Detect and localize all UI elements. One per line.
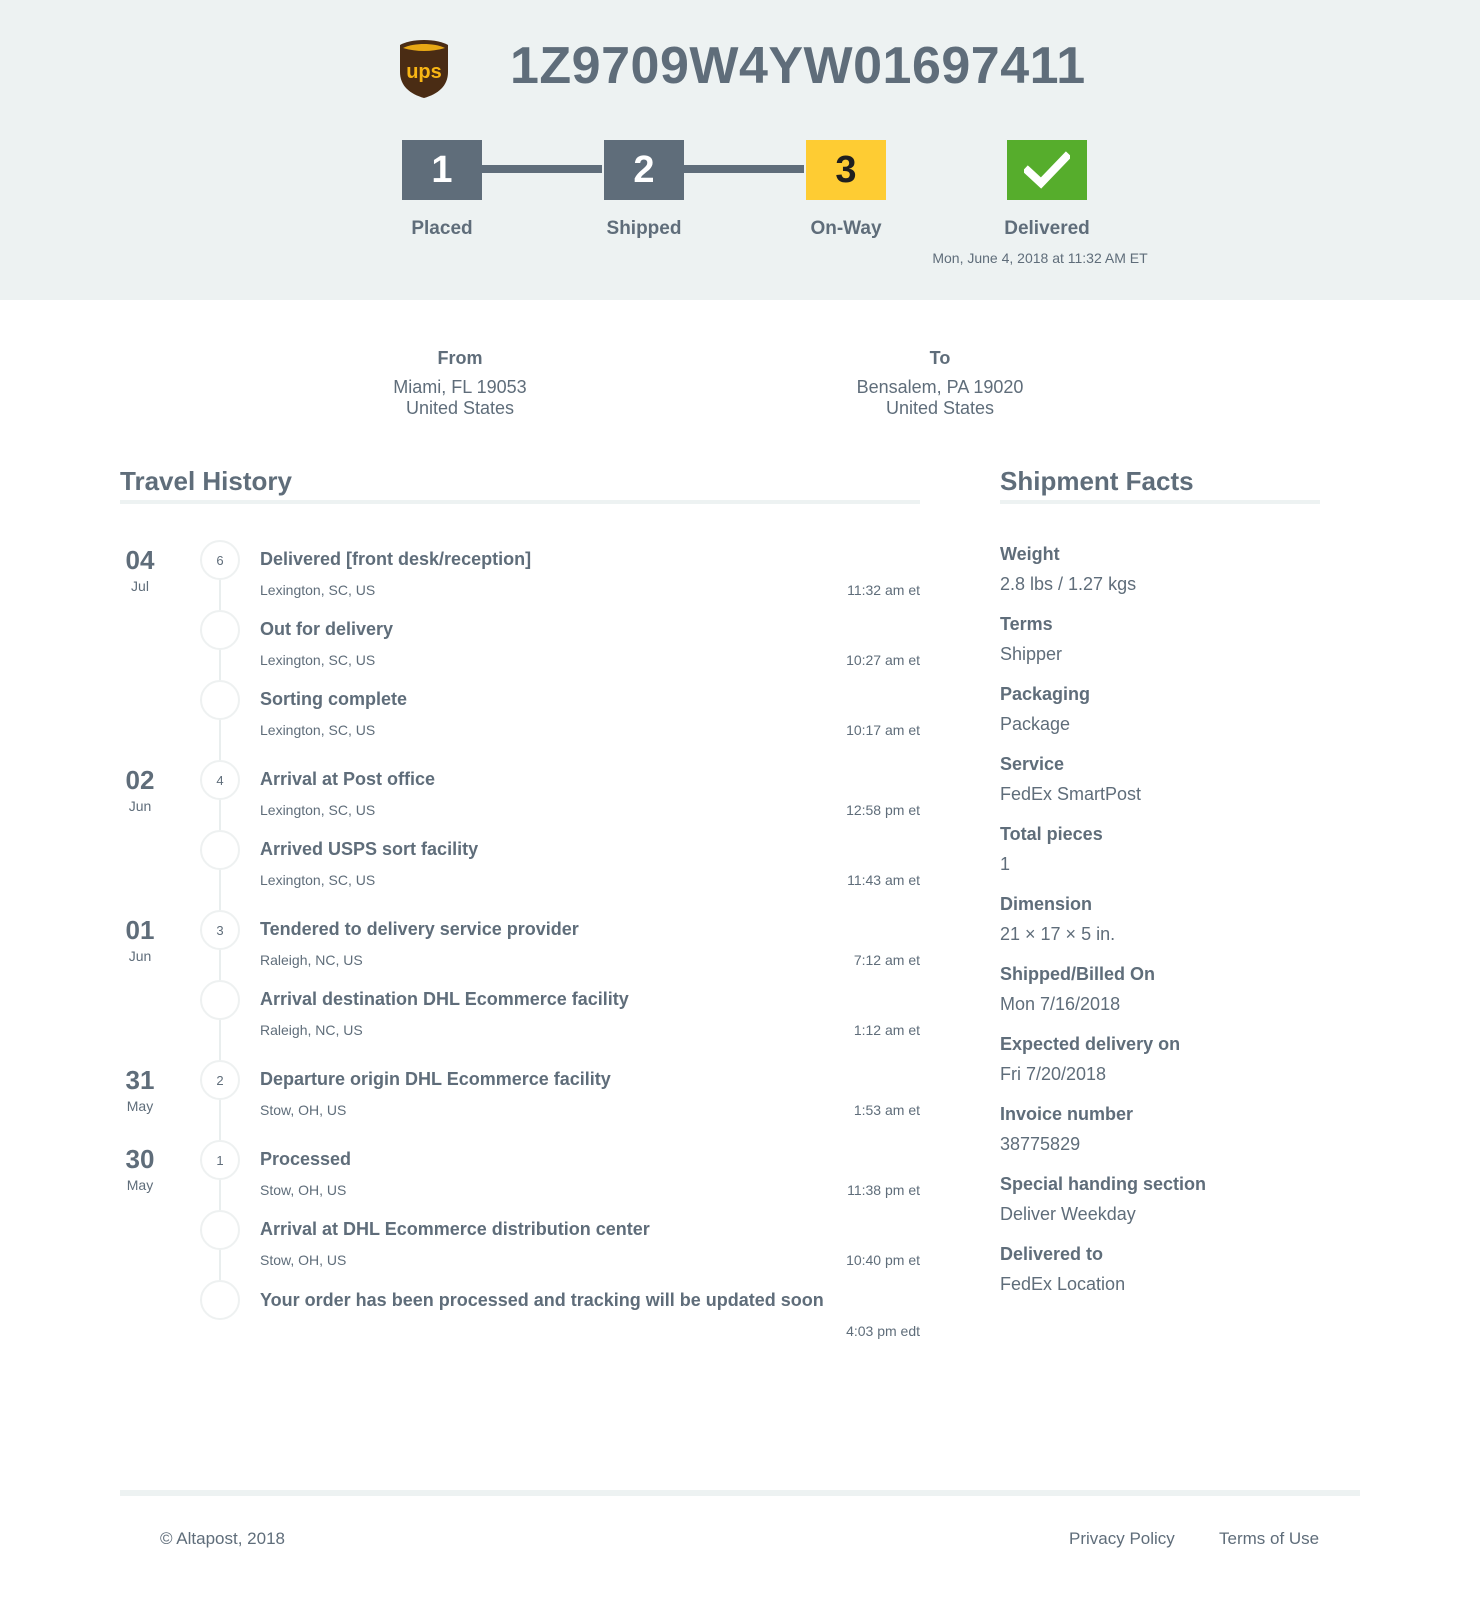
privacy-policy-link[interactable]: Privacy Policy bbox=[1069, 1529, 1175, 1548]
destination-address bbox=[790, 348, 1090, 419]
fact-label-delivered-to: Delivered to bbox=[1000, 1244, 1104, 1264]
tracking-header bbox=[0, 0, 1480, 300]
event-time: 11:43 am et bbox=[847, 872, 920, 888]
step-shipped-badge: 2 bbox=[604, 140, 684, 200]
event-time: 4:03 pm edt bbox=[846, 1323, 920, 1339]
event-title: Tendered to delivery service provider bbox=[260, 919, 579, 939]
step-shipped-label: Shipped bbox=[606, 218, 682, 239]
destination-city: Bensalem, PA 19020 bbox=[856, 377, 1024, 397]
event-location: Raleigh, NC, US bbox=[260, 952, 363, 968]
timeline-day-count: 4 bbox=[200, 760, 240, 800]
timeline-day-count: 3 bbox=[200, 910, 240, 950]
destination-label: To bbox=[929, 348, 951, 368]
date-month: Jul bbox=[131, 578, 149, 594]
fact-label-dimension: Dimension bbox=[1000, 894, 1093, 914]
date-month: Jun bbox=[128, 798, 152, 814]
fact-label-packaging: Packaging bbox=[1000, 684, 1091, 704]
footer-divider bbox=[120, 1490, 1360, 1496]
origin-address bbox=[310, 348, 610, 419]
event-location: Raleigh, NC, US bbox=[260, 1022, 363, 1038]
fact-value-terms: Shipper bbox=[1000, 644, 1063, 664]
event-title: Arrived USPS sort facility bbox=[260, 839, 479, 859]
event-location: Lexington, SC, US bbox=[260, 582, 376, 598]
fact-label-expected-delivery: Expected delivery on bbox=[1000, 1034, 1181, 1054]
event-location: Stow, OH, US bbox=[260, 1102, 347, 1118]
fact-value-packaging: Package bbox=[1000, 714, 1071, 734]
travel-history-title: Travel History bbox=[120, 466, 292, 496]
origin-country: United States bbox=[405, 398, 515, 418]
step-delivered-label: Delivered bbox=[1004, 218, 1090, 239]
event-location: Stow, OH, US bbox=[260, 1182, 347, 1198]
event-time: 12:58 pm et bbox=[846, 802, 920, 818]
event-title: Arrival at Post office bbox=[260, 769, 436, 789]
fact-label-shipped-on: Shipped/Billed On bbox=[1000, 964, 1156, 984]
delivered-date: Mon, June 4, 2018 at 11:32 AM ET bbox=[932, 250, 1148, 266]
svg-text:ups: ups bbox=[406, 61, 442, 83]
timeline-dot bbox=[200, 680, 240, 720]
progress-connector bbox=[682, 165, 804, 173]
footer-copyright: © Altapost, 2018 bbox=[160, 1529, 286, 1548]
timeline-dot bbox=[200, 980, 240, 1020]
date-month: May bbox=[126, 1177, 154, 1193]
date-day: 30 bbox=[125, 1144, 155, 1174]
fact-value-total-pieces: 1 bbox=[1000, 854, 1011, 874]
fact-label-total-pieces: Total pieces bbox=[1000, 824, 1103, 844]
fact-label-invoice-number: Invoice number bbox=[1000, 1104, 1134, 1124]
date-month: May bbox=[126, 1098, 154, 1114]
event-title: Delivered [front desk/reception] bbox=[260, 549, 532, 569]
event-time: 10:27 am et bbox=[846, 652, 920, 668]
event-time: 11:32 am et bbox=[847, 582, 920, 598]
timeline-day-count: 1 bbox=[200, 1140, 240, 1180]
fact-value-expected-delivery: Fri 7/20/2018 bbox=[1000, 1064, 1107, 1084]
step-placed-label: Placed bbox=[411, 218, 473, 239]
fact-label-service: Service bbox=[1000, 754, 1065, 774]
timeline-dot bbox=[200, 1280, 240, 1320]
date-day: 01 bbox=[125, 915, 155, 945]
travel-history-divider bbox=[120, 500, 920, 504]
fact-value-weight: 2.8 lbs / 1.27 kgs bbox=[1000, 574, 1137, 594]
checkmark-icon bbox=[1024, 151, 1070, 189]
event-title: Sorting complete bbox=[260, 689, 408, 709]
timeline-dot bbox=[200, 830, 240, 870]
tracking-number: 1Z9709W4YW01697411 bbox=[510, 37, 1086, 95]
step-on-way-badge: 3 bbox=[806, 140, 886, 200]
step-placed-badge: 1 bbox=[402, 140, 482, 200]
date-day: 31 bbox=[125, 1065, 155, 1095]
event-title: Out for delivery bbox=[260, 619, 394, 639]
origin-city: Miami, FL 19053 bbox=[393, 377, 527, 397]
fact-label-special-handling: Special handing section bbox=[1000, 1174, 1207, 1194]
event-title: Departure origin DHL Ecommerce facility bbox=[260, 1069, 611, 1089]
step-on-way-label: On-Way bbox=[810, 218, 882, 239]
date-day: 02 bbox=[125, 765, 155, 795]
event-title: Processed bbox=[260, 1149, 352, 1169]
event-time: 1:12 am et bbox=[853, 1022, 920, 1038]
event-time: 1:53 am et bbox=[853, 1102, 920, 1118]
event-location: Lexington, SC, US bbox=[260, 652, 376, 668]
terms-of-use-link[interactable]: Terms of Use bbox=[1219, 1529, 1320, 1548]
event-time: 10:40 pm et bbox=[846, 1252, 920, 1268]
event-time: 7:12 am et bbox=[853, 952, 920, 968]
date-day: 04 bbox=[125, 545, 155, 575]
fact-value-dimension: 21 × 17 × 5 in. bbox=[1000, 924, 1116, 944]
ups-logo-icon bbox=[398, 38, 450, 100]
step-delivered-badge bbox=[1007, 140, 1087, 200]
fact-value-delivered-to: FedEx Location bbox=[1000, 1274, 1126, 1294]
event-location: Lexington, SC, US bbox=[260, 802, 376, 818]
fact-value-special-handling: Deliver Weekday bbox=[1000, 1204, 1136, 1224]
event-title: Your order has been processed and tracking will be updated soon bbox=[260, 1290, 824, 1310]
event-title: Arrival destination DHL Ecommerce facility bbox=[260, 989, 629, 1009]
event-location: Stow, OH, US bbox=[260, 1252, 347, 1268]
progress-connector bbox=[480, 165, 602, 173]
timeline-day-count: 6 bbox=[200, 540, 240, 580]
event-title: Arrival at DHL Ecommerce distribution center bbox=[260, 1219, 650, 1239]
fact-label-terms: Terms bbox=[1000, 614, 1053, 634]
event-location: Lexington, SC, US bbox=[260, 722, 376, 738]
fact-value-service: FedEx SmartPost bbox=[1000, 784, 1142, 804]
origin-label: From bbox=[437, 348, 483, 368]
timeline-dot bbox=[200, 1210, 240, 1250]
event-time: 10:17 am et bbox=[846, 722, 920, 738]
fact-label-weight: Weight bbox=[1000, 544, 1060, 564]
shipment-facts-title: Shipment Facts bbox=[1000, 466, 1194, 496]
date-month: Jun bbox=[128, 948, 152, 964]
fact-value-shipped-on: Mon 7/16/2018 bbox=[1000, 994, 1121, 1014]
shipment-facts-divider bbox=[1000, 500, 1320, 504]
destination-country: United States bbox=[885, 398, 995, 418]
event-location: Lexington, SC, US bbox=[260, 872, 376, 888]
timeline-day-count: 2 bbox=[200, 1060, 240, 1100]
fact-value-invoice-number: 38775829 bbox=[1000, 1134, 1081, 1154]
timeline-dot bbox=[200, 610, 240, 650]
event-time: 11:38 pm et bbox=[847, 1182, 920, 1198]
